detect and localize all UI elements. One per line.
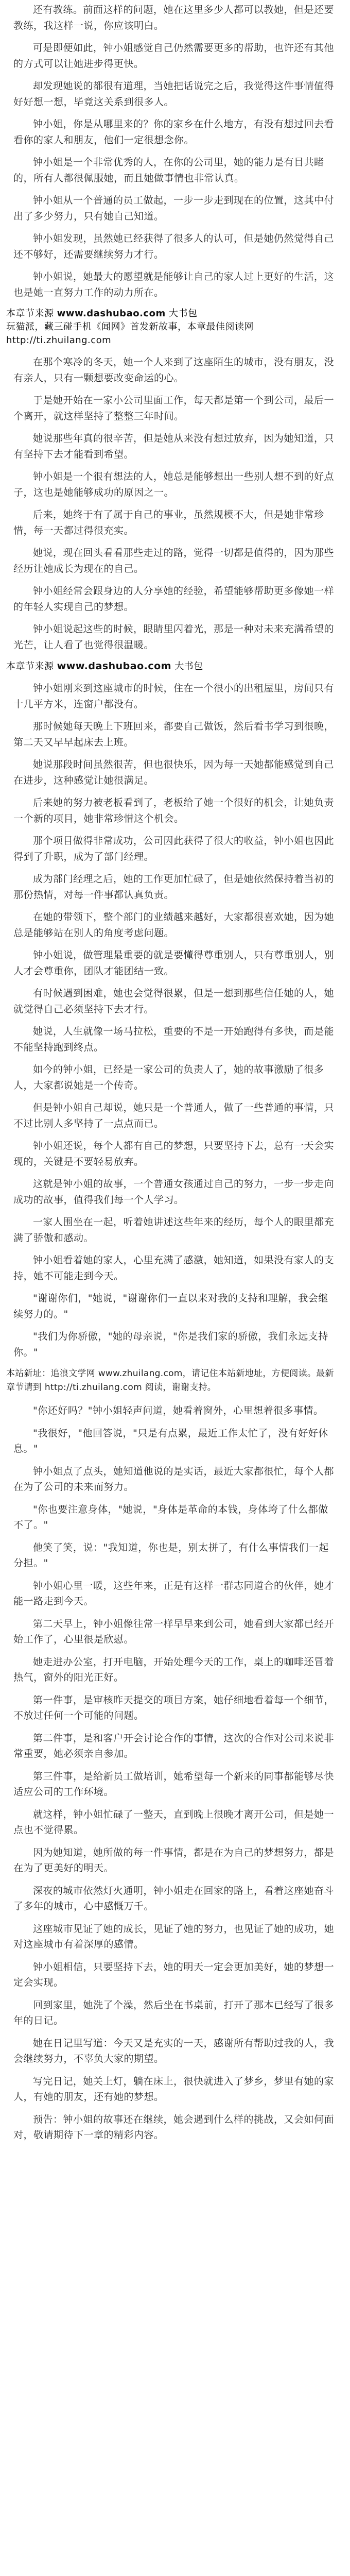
paragraph: 第三件事，是给新员工做培训，她希望每一个新来的同事都能够尽快适应公司的工作环境。: [13, 1770, 335, 1798]
paragraph: 写完日记，她关上灯，躺在床上，很快就进入了梦乡，梦里有她的家人，有她的朋友，还有她的梦想。: [13, 2075, 335, 2103]
paragraph: 她说那段时间虽然很苦，但也很快乐，因为每一天她都能感觉到自己在进步，这种感觉让她很满足。: [13, 759, 335, 786]
paragraph: 却发现她说的都很有道理，当她把话说完之后，我觉得这件事情值得好好想一想，毕竟这关系到很多人。: [13, 80, 335, 108]
paragraph: 钟小姐经常会跟身边的人分享她的经验，希望能够帮助更多像她一样的年轻人实现自己的梦想。: [13, 585, 335, 613]
paragraph: 他笑了笑，说："我知道，你也是，别太拼了，有什么事情我们一起分担。": [13, 1541, 329, 1569]
paragraph: "我们为你骄傲，"她的母亲说，"你是我们家的骄傲，我们永远支持你。": [13, 1331, 328, 1358]
paragraph: 回到家里，她洗了个澡，然后坐在书桌前，打开了那本已经写了很多年的日记。: [13, 1999, 335, 2026]
paragraph: 还有教练。前面这样的问题，她在这里多少人都可以教她，但是还要教练，我这样一说，你应该明白。: [13, 4, 335, 31]
paragraph: 成为部门经理之后，她的工作更加忙碌了，但是她依然保持着当初的那份热情，对每一件事都认真负责。: [13, 873, 335, 901]
paragraph: 她说，现在回头看看那些走过的路，觉得一切都是值得的，因为那些经历让她成长为现在的自己。: [13, 547, 335, 574]
paragraph: 可是即便如此，钟小姐感觉自己仍然需要更多的帮助，也许还有其他的方式可以让她进步得更快。: [13, 42, 335, 70]
paragraph: 她说那些年真的很辛苦，但是她从来没有想过放弃，因为她知道，只有坚持下去才能看到希望。: [13, 433, 335, 460]
paragraph: 在那个寒冷的冬天，她一个人来到了这座陌生的城市，没有朋友，没有亲人，只有一颗想要改变命运的心。: [13, 357, 335, 384]
paragraph: 一家人围坐在一起，听着她讲述这些年来的经历，每个人的眼里都充满了骄傲和感动。: [13, 1216, 335, 1244]
paragraph: 钟小姐，你是从哪里来的？你的家乡在什么地方，有没有想过回去看看你的家人和朋友，他们一定很想念你。: [13, 118, 335, 146]
site-notice[interactable]: 本站新址：追浪文学网 www.zhuilang.com，请记住本站新地址，方便阅读。最新章节请到 http://ti.zhuilang.com 阅读，谢谢支持。: [6, 1368, 334, 1393]
source-brand: 大书包: [174, 661, 203, 672]
paragraph: 深夜的城市依然灯火通明，钟小姐走在回家的路上，看着这座她奋斗了多年的城市，心中感慨万千。: [13, 1885, 335, 1912]
paragraph: 钟小姐还说，每个人都有自己的梦想，只要坚持下去，总有一天会实现的，关键是不要轻易放弃。: [13, 1140, 335, 1167]
paragraph: 因为她知道，她所做的每一件事情，都是在为自己的梦想努力，都是在为了更美好的明天。: [13, 1846, 335, 1874]
source-prefix: 本章节来源: [6, 661, 54, 672]
paragraph: 但是钟小姐自己却说，她只是一个普通人，做了一些普通的事情，只不过比别人多坚持了一点点而已。: [13, 1102, 335, 1129]
source-banner: [6, 307, 337, 347]
paragraph: 如今的钟小姐，已经是一家公司的负责人了，她的故事激励了很多人，大家都说她是一个传奇。: [13, 1064, 324, 1091]
section-c: [13, 681, 337, 1170]
paragraph: "你还好吗？"钟小姐轻声问道，她看着窗外，心里想着很多事情。: [33, 1405, 324, 1416]
paragraph: 于是她开始在一家小公司里面工作，每天都是第一个到公司，最后一个离开，就这样坚持了整整三年时间。: [13, 395, 335, 422]
paragraph: 这座城市见证了她的成长，见证了她的努力，也见证了她的成功，她对这座城市有着深厚的感情。: [13, 1923, 335, 1950]
source-banner-line: 玩猫派，藏三碰手机《闻网》首发新故事，本章最佳阅读网 http://ti.zhuilang.com: [6, 321, 254, 346]
source-banner-2: [6, 659, 337, 673]
paragraph: 钟小姐点了点头，她知道他说的是实话，最近大家都很忙，每个人都在为了公司的未来而努力。: [13, 1465, 335, 1493]
paragraph: 钟小姐说，做管理最重要的就是要懂得尊重别人，只有尊重别人，别人才会尊重你，团队才能团结一致。: [13, 950, 335, 977]
section-b: [13, 354, 337, 653]
section-e: [13, 1403, 337, 2143]
paragraph: 钟小姐说，她最大的愿望就是能够让自己的家人过上更好的生活，这也是她一直努力工作的动力所在。: [13, 271, 335, 298]
paragraph: 第二天早上，钟小姐像往常一样早早来到公司，她看到大家都已经开始工作了，心里很是欣慰。: [13, 1618, 335, 1645]
paragraph: 第二件事，是和客户开会讨论合作的事情，这次的合作对公司来说非常重要，她必须亲自参加。: [13, 1732, 335, 1759]
paragraph: 后来她的努力被老板看到了，老板给了她一个很好的机会，让她负责一个新的项目，她非常珍惜这个机会。: [13, 797, 335, 824]
paragraph: 她走进办公室，打开电脑，开始处理今天的工作，桌上的咖啡还冒着热气，窗外的阳光正好。: [13, 1656, 335, 1683]
paragraph: 钟小姐看着她的家人，心里充满了感激，她知道，如果没有家人的支持，她不可能走到今天。: [13, 1255, 335, 1282]
paragraph: 钟小姐说起这些的时候，眼睛里闪着光，那是一种对未来充满希望的光芒，让人看了也觉得很温暖。: [13, 623, 335, 651]
paragraph: "我很好，"他回答说，"只是有点累，最近工作太忙了，没有好好休息。": [13, 1427, 328, 1454]
paragraph: 就这样，钟小姐忙碌了一整天，直到晚上很晚才离开公司，但是她一点也不觉得累。: [13, 1808, 335, 1836]
paragraph: 钟小姐刚来到这座城市的时候，住在一个很小的出租屋里，房间只有十几平方米，连窗户都没有。: [13, 683, 335, 710]
source-prefix: 本章节来源: [6, 308, 54, 319]
paragraph: 那时候她每天晚上下班回来，都要自己做饭，然后看书学习到很晚，第二天又早早起床去上班。: [13, 721, 335, 748]
paragraph: 第一件事，是审核昨天提交的项目方案，她仔细地看着每一个细节，不放过任何一个可能的问题。: [13, 1694, 335, 1721]
paragraph: 她在日记里写道：今天又是充实的一天，感谢所有帮助过我的人，我会继续努力，不辜负大家的期望。: [13, 2037, 335, 2064]
paragraph: 她说，人生就像一场马拉松，重要的不是一开始跑得有多快，而是能不能坚持跑到终点。: [13, 1026, 335, 1053]
paragraph: 那个项目做得非常成功，公司因此获得了很大的收益，钟小姐也因此得到了升职，成为了部门经理。: [13, 835, 335, 862]
paragraph: 有时候遇到困难，她也会觉得很累，但是一想到那些信任她的人，她就觉得自己必须坚持下去才行。: [13, 988, 335, 1015]
paragraph: 在她的带领下，整个部门的业绩越来越好，大家都很喜欢她，因为她总是能够站在别人的角度考虑问题。: [13, 911, 335, 939]
paragraph: 钟小姐心里一暖，这些年来，正是有这样一群志同道合的伙伴，她才能一路走到今天。: [13, 1580, 335, 1607]
paragraph: 后来，她终于有了属于自己的事业，虽然规模不大，但是她非常珍惜，每一天都过得很充实。: [13, 509, 324, 536]
source-site-link[interactable]: www.dashubao.com: [57, 308, 166, 319]
paragraph: 钟小姐发现，虽然她已经获得了很多人的认可，但是她仍然觉得自己还不够好，还需要继续努力才行。: [13, 233, 335, 260]
section-a: [13, 2, 337, 300]
source-site-link[interactable]: www.dashubao.com: [57, 660, 171, 672]
section-d: [13, 1176, 337, 1360]
paragraph: 钟小姐相信，只要坚持下去，她的明天一定会更加美好，她的梦想一定会实现。: [13, 1961, 335, 1988]
paragraph: "你也要注意身体，"她说，"身体是革命的本钱，身体垮了什么都做不了。": [13, 1503, 328, 1531]
paragraph: 预告：钟小姐的故事还在继续，她会遇到什么样的挑战，又会如何面对，敬请期待下一章的精彩内容。: [13, 2113, 335, 2141]
paragraph: 钟小姐是一个很有想法的人，她总是能够想出一些别人想不到的好点子，这也是她能够成功的原因之一。: [13, 471, 335, 498]
paragraph: 钟小姐是一个非常优秀的人，在你的公司里，她的能力是有目共睹的，所有人都很佩服她，而且她做事情也非常认真。: [13, 157, 324, 184]
paragraph: 这就是钟小姐的故事，一个普通女孩通过自己的努力，一步一步走向成功的故事，值得我们每一个人学习。: [13, 1178, 335, 1206]
paragraph: 钟小姐从一个普通的员工做起，一步一步走到现在的位置，这其中付出了多少努力，只有她自己知道。: [13, 195, 335, 222]
source-brand: 大书包: [168, 308, 198, 319]
paragraph: "谢谢你们，"她说，"谢谢你们一直以来对我的支持和理解，我会继续努力的。": [13, 1293, 328, 1320]
